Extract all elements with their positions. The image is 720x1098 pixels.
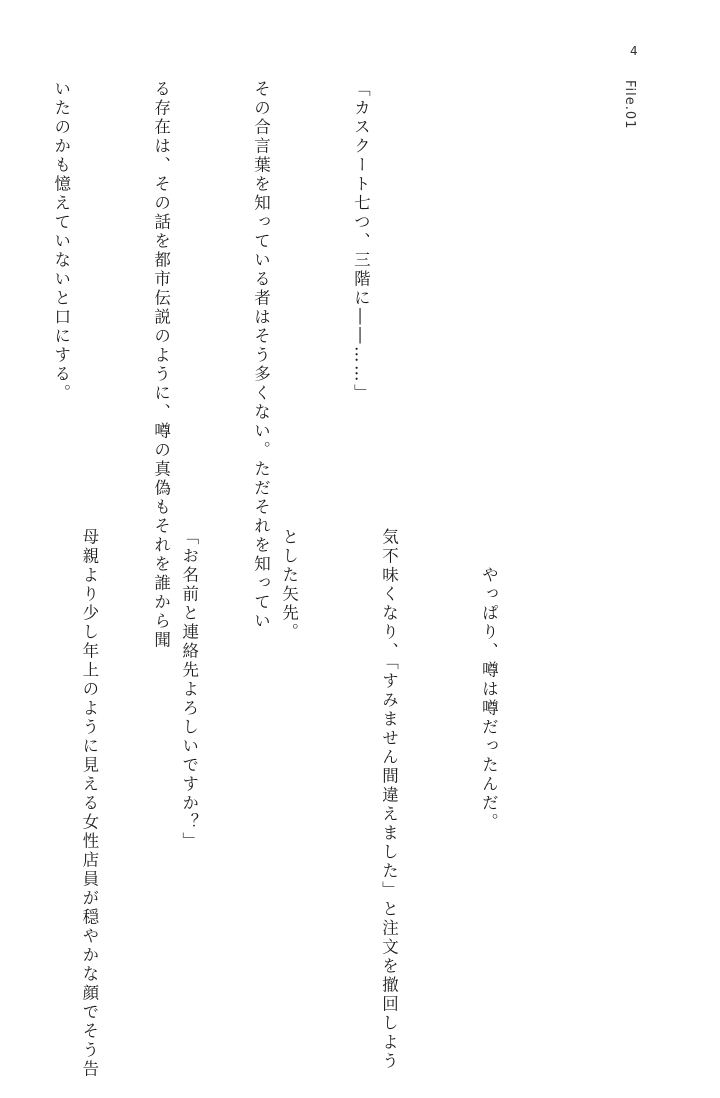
text-line: 「カスクート七つ、三階に――……」 (351, 80, 371, 403)
text-line: 母親より少し年上のように見える女性店員が穏やかな顔でそう告 (79, 528, 99, 1079)
text-line: やっぱり、噂は噂だったんだ。 (479, 528, 499, 832)
chapter-label: File.01 (622, 80, 637, 130)
text-line: 気不味くなり、「すみません間違えました」と注文を撤回しよう (379, 528, 399, 1071)
text-line: いたのかも憶えていないと口にする。 (51, 80, 71, 403)
page-number: 4 (630, 44, 638, 58)
text-line: その合言葉を知っている者はそう多くない。ただそれを知ってい (251, 80, 271, 631)
text-line: る存在は、その話を都市伝説のように、噂の真偽もそれを誰から聞 (151, 80, 171, 650)
text-line: 「お名前と連絡先よろしいですか？」 (179, 528, 199, 851)
text-line (0, 528, 6, 968)
text-block-bottom (0, 528, 572, 1079)
text-line: とした矢先。 (279, 528, 299, 642)
